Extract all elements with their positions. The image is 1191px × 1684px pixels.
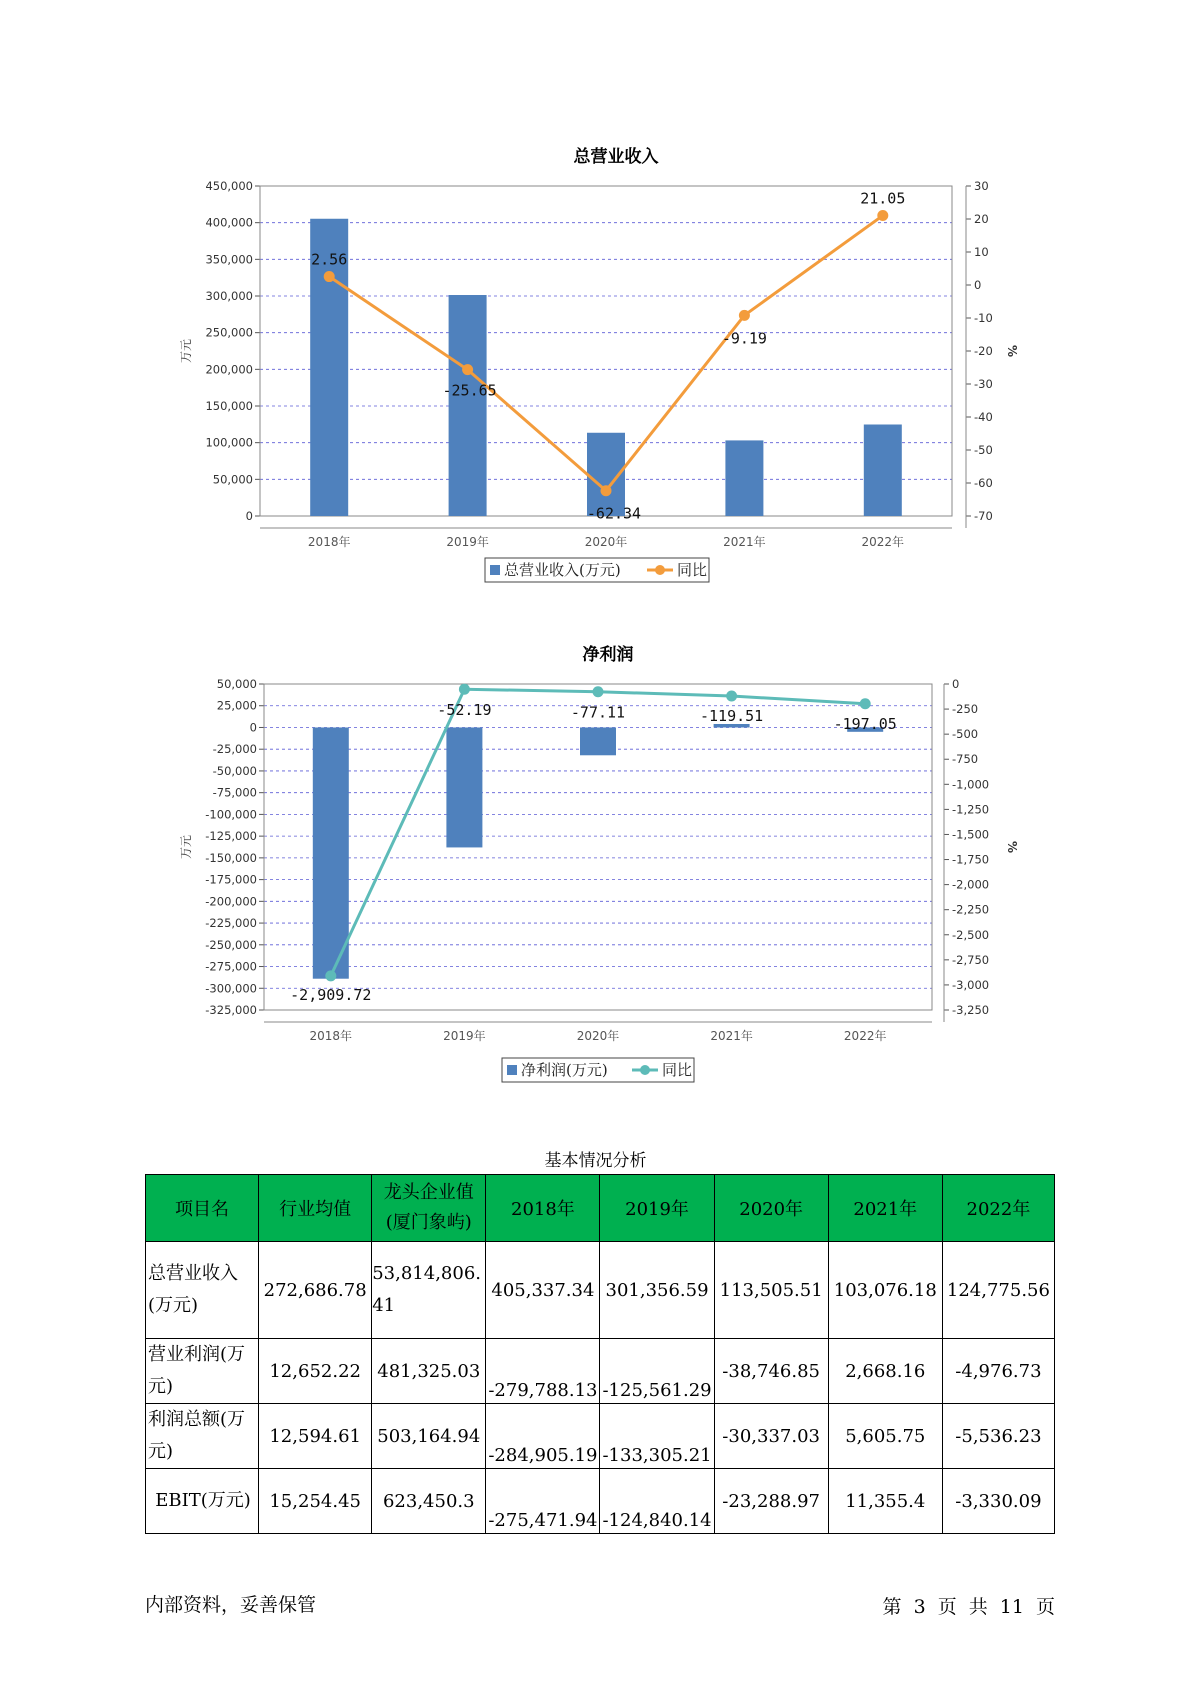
cell-leader-value: 481,325.03 xyxy=(372,1339,486,1404)
revenue-chart xyxy=(0,0,1191,600)
bar xyxy=(580,727,616,755)
cell-industry-avg: 15,254.45 xyxy=(259,1469,372,1534)
data-label: 21.05 xyxy=(860,189,906,208)
bar xyxy=(864,424,902,516)
legend-bar-label: 总营业收入(万元) xyxy=(504,561,621,579)
yoy-point xyxy=(324,271,335,282)
yoy-point xyxy=(593,686,604,697)
x-tick-label: 2018年 xyxy=(309,1029,353,1043)
y2-tick-label: 30 xyxy=(974,179,989,193)
chart-title: 总营业收入 xyxy=(573,147,659,167)
legend-bar-swatch xyxy=(507,1065,517,1075)
y2-tick-label: 10 xyxy=(974,245,989,259)
y-tick-label: -250,000 xyxy=(205,937,257,952)
y2-tick-label: -1,750 xyxy=(952,852,990,867)
x-tick-label: 2019年 xyxy=(446,535,489,549)
table-row xyxy=(146,1469,1055,1534)
x-tick-label: 2018年 xyxy=(307,535,351,549)
cell-2018: -284,905.19 xyxy=(486,1404,600,1469)
y2-axis-label: % xyxy=(1005,344,1019,358)
x-tick-label: 2022年 xyxy=(861,535,905,549)
y2-tick-label: -2,000 xyxy=(952,877,990,892)
bar xyxy=(446,727,482,847)
header-2019: 2019年 xyxy=(600,1175,714,1242)
data-label: -25.65 xyxy=(442,381,497,400)
y-tick-label: 350,000 xyxy=(205,252,253,267)
cell-leader-value: 53,814,806.41 xyxy=(372,1242,486,1339)
chart-title: 净利润 xyxy=(582,645,634,665)
data-label: -62.34 xyxy=(586,504,642,523)
y2-tick-label: -250 xyxy=(952,702,979,717)
yoy-point xyxy=(462,364,473,375)
net-profit-chart-svg xyxy=(0,600,1191,1100)
y-tick-label: 450,000 xyxy=(205,179,253,193)
y2-tick-label: -60 xyxy=(974,476,993,490)
cell-leader-value: 623,450.3 xyxy=(372,1469,486,1534)
revenue-chart-svg xyxy=(0,0,1191,600)
cell-2018: 405,337.34 xyxy=(486,1242,600,1339)
x-tick-label: 2022年 xyxy=(843,1029,887,1043)
y2-tick-label: -10 xyxy=(974,311,993,325)
cell-2021: 2,668.16 xyxy=(828,1339,942,1404)
y2-tick-label: -750 xyxy=(952,752,979,767)
bar xyxy=(449,295,487,516)
y-tick-label: -75,000 xyxy=(212,785,257,800)
legend-line-label: 同比 xyxy=(677,561,708,579)
data-label: 2.56 xyxy=(311,250,348,269)
y-axis-label: 万元 xyxy=(179,834,193,860)
cell-2020: -30,337.03 xyxy=(714,1404,828,1469)
data-label: -2,909.72 xyxy=(290,985,372,1004)
bar xyxy=(725,440,763,516)
y2-tick-label: 20 xyxy=(974,212,989,226)
y-tick-label: 250,000 xyxy=(205,325,253,340)
yoy-point xyxy=(860,698,871,709)
y-tick-label: -300,000 xyxy=(205,981,257,996)
cell-2019: 301,356.59 xyxy=(600,1242,714,1339)
yoy-point xyxy=(877,210,888,221)
table-row xyxy=(146,1242,1055,1339)
y-tick-label: 50,000 xyxy=(212,472,253,487)
footer-page-number: 第 3 页 共 11 页 xyxy=(882,1596,1055,1618)
y-tick-label: -50,000 xyxy=(212,763,257,778)
footer-confidential-note: 内部资料，妥善保管 xyxy=(145,1594,317,1616)
cell-2022: -5,536.23 xyxy=(942,1404,1054,1469)
header-industry-avg: 行业均值 xyxy=(259,1175,372,1242)
table-row xyxy=(146,1339,1055,1404)
y2-tick-label: -30 xyxy=(974,377,993,391)
bar xyxy=(313,727,349,978)
y-tick-label: -25,000 xyxy=(212,742,257,757)
y-tick-label: 0 xyxy=(249,720,257,735)
cell-industry-avg: 272,686.78 xyxy=(259,1242,372,1339)
data-label: -119.51 xyxy=(699,706,764,725)
y-tick-label: -275,000 xyxy=(205,959,257,974)
y-tick-label: 400,000 xyxy=(205,215,253,230)
legend-line-marker xyxy=(640,1065,650,1075)
table-caption: 基本情况分析 xyxy=(544,1151,647,1171)
cell-2020: -23,288.97 xyxy=(714,1469,828,1534)
header-2022: 2022年 xyxy=(942,1175,1054,1242)
data-label: -77.11 xyxy=(570,703,626,722)
y-tick-label: -225,000 xyxy=(205,916,257,931)
y-tick-label: 100,000 xyxy=(205,435,253,450)
y2-tick-label: -500 xyxy=(952,727,979,742)
y2-tick-label: -70 xyxy=(974,509,993,523)
y-tick-label: 150,000 xyxy=(205,399,253,413)
y-axis-label: 万元 xyxy=(179,338,193,364)
cell-2022: 124,775.56 xyxy=(942,1242,1054,1339)
y2-tick-label: -2,750 xyxy=(952,952,990,967)
legend-line-marker xyxy=(655,565,665,575)
net-profit-chart xyxy=(0,600,1191,1100)
basic-analysis-table xyxy=(145,1174,1055,1534)
y2-tick-label: -1,000 xyxy=(952,777,990,792)
y-tick-label: -200,000 xyxy=(205,894,257,909)
y-tick-label: -125,000 xyxy=(205,829,257,844)
cell-industry-avg: 12,594.61 xyxy=(259,1404,372,1469)
cell-2021: 11,355.4 xyxy=(828,1469,942,1534)
header-item-name: 项目名 xyxy=(146,1175,259,1242)
x-tick-label: 2020年 xyxy=(576,1029,620,1043)
row-name: 营业利润(万元) xyxy=(146,1339,259,1404)
y2-tick-label: -2,500 xyxy=(952,927,990,942)
x-tick-label: 2021年 xyxy=(723,535,766,549)
y2-tick-label: -1,500 xyxy=(952,827,990,842)
y2-tick-label: -2,250 xyxy=(952,902,990,917)
y2-tick-label: -3,250 xyxy=(952,1003,990,1017)
y2-axis-label: % xyxy=(1005,840,1019,854)
data-label: -9.19 xyxy=(721,329,767,348)
cell-2021: 103,076.18 xyxy=(828,1242,942,1339)
y-tick-label: -100,000 xyxy=(205,807,257,822)
data-label: -52.19 xyxy=(437,701,492,720)
y-tick-label: 200,000 xyxy=(205,362,253,377)
table-header-row xyxy=(146,1175,1055,1242)
x-tick-label: 2019年 xyxy=(443,1029,486,1043)
cell-2022: -3,330.09 xyxy=(942,1469,1054,1534)
legend-line-label: 同比 xyxy=(662,1061,693,1079)
row-name: 总营业收入(万元) xyxy=(146,1242,259,1339)
yoy-point xyxy=(325,970,336,981)
cell-2019: -124,840.14 xyxy=(600,1469,714,1534)
x-tick-label: 2020年 xyxy=(584,535,628,549)
y-tick-label: -325,000 xyxy=(205,1003,257,1017)
table-row xyxy=(146,1404,1055,1469)
x-tick-label: 2021年 xyxy=(710,1029,753,1043)
y2-tick-label: -20 xyxy=(974,344,993,358)
header-2020: 2020年 xyxy=(714,1175,828,1242)
y-tick-label: 25,000 xyxy=(216,698,257,713)
y2-tick-label: -40 xyxy=(974,410,993,424)
cell-2019: -125,561.29 xyxy=(600,1339,714,1404)
legend-bar-label: 净利润(万元) xyxy=(521,1061,608,1079)
y-tick-label: -175,000 xyxy=(205,872,257,887)
y2-tick-label: 0 xyxy=(974,278,982,292)
yoy-point xyxy=(739,310,750,321)
y2-tick-label: -3,000 xyxy=(952,977,990,992)
cell-2019: -133,305.21 xyxy=(600,1404,714,1469)
cell-industry-avg: 12,652.22 xyxy=(259,1339,372,1404)
row-name: EBIT(万元) xyxy=(146,1469,259,1534)
y-tick-label: 300,000 xyxy=(205,289,253,303)
cell-leader-value: 503,164.94 xyxy=(372,1404,486,1469)
cell-2021: 5,605.75 xyxy=(828,1404,942,1469)
cell-2022: -4,976.73 xyxy=(942,1339,1054,1404)
yoy-point xyxy=(726,690,737,701)
header-2018: 2018年 xyxy=(486,1175,600,1242)
cell-2018: -279,788.13 xyxy=(486,1339,600,1404)
cell-2018: -275,471.94 xyxy=(486,1469,600,1534)
y2-tick-label: -1,250 xyxy=(952,802,990,817)
yoy-point xyxy=(459,684,470,695)
y-tick-label: -150,000 xyxy=(205,850,257,865)
y-tick-label: 0 xyxy=(245,509,253,523)
row-name: 利润总额(万元) xyxy=(146,1404,259,1469)
header-2021: 2021年 xyxy=(828,1175,942,1242)
header-leader-value: 龙头企业值(厦门象屿) xyxy=(372,1175,486,1242)
legend-bar-swatch xyxy=(490,565,500,575)
cell-2020: 113,505.51 xyxy=(714,1242,828,1339)
y-tick-label: 50,000 xyxy=(216,677,257,691)
y2-tick-label: -50 xyxy=(974,443,993,457)
cell-2020: -38,746.85 xyxy=(714,1339,828,1404)
yoy-point xyxy=(601,485,612,496)
y2-tick-label: 0 xyxy=(952,677,960,691)
data-label: -197.05 xyxy=(833,714,897,733)
